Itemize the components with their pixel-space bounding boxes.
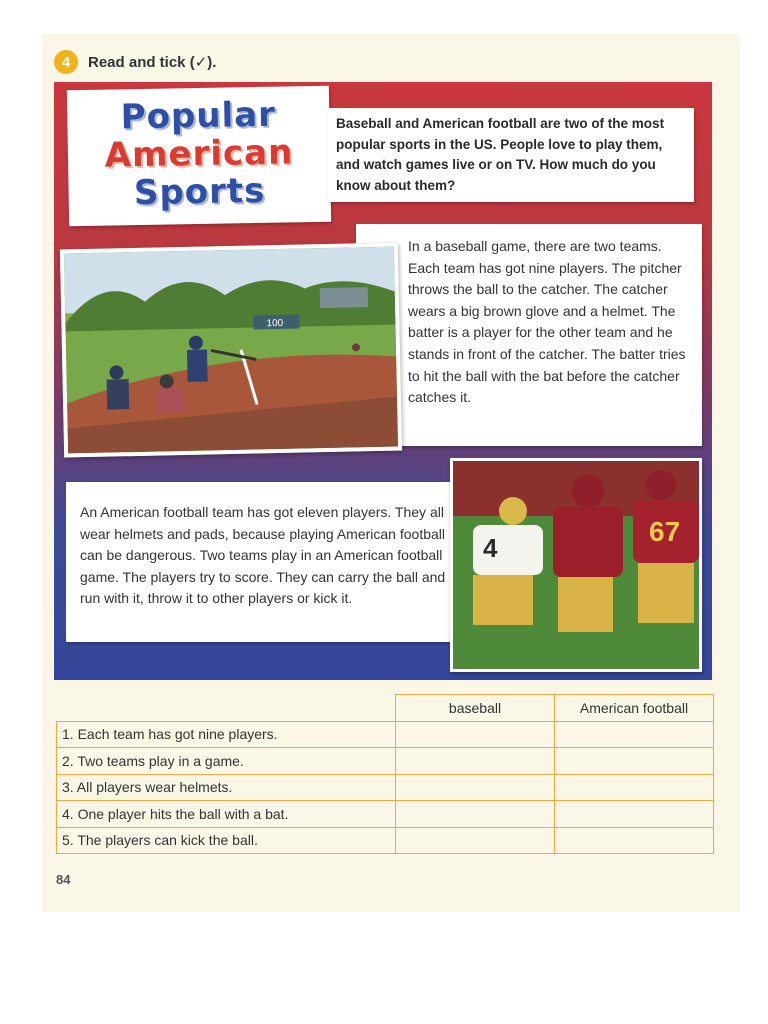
tick-cell-football[interactable]	[555, 774, 714, 801]
row-statement: 2. Two teams play in a game.	[57, 748, 396, 775]
task-number-badge: 4	[54, 50, 78, 74]
intro-text: Baseball and American football are two of the most popular sports in the US. People love to play them, and watch games live or on TV. How much do you know about them?	[336, 116, 665, 193]
tick-cell-baseball[interactable]	[396, 721, 555, 748]
tick-table	[56, 694, 714, 854]
header-baseball: baseball	[396, 695, 555, 722]
tick-cell-baseball[interactable]	[396, 748, 555, 775]
title-line-1: Popular	[120, 94, 277, 138]
tick-cell-football[interactable]	[555, 827, 714, 854]
baseball-photo	[60, 242, 402, 457]
row-statement: 1. Each team has got nine players.	[57, 721, 396, 748]
jersey-number-left: 4	[483, 533, 498, 563]
football-text-card	[66, 482, 456, 642]
table-row	[57, 801, 714, 828]
tick-cell-baseball[interactable]	[396, 774, 555, 801]
row-statement: 5. The players can kick the ball.	[57, 827, 396, 854]
tick-cell-baseball[interactable]	[396, 801, 555, 828]
table-row	[57, 721, 714, 748]
scoreboard-number: 100	[266, 317, 284, 330]
tick-cell-football[interactable]	[555, 748, 714, 775]
task-instruction: Read and tick (✓).	[88, 54, 217, 71]
baseball-text-card	[356, 224, 702, 446]
table-row	[57, 774, 714, 801]
baseball-text: In a baseball game, there are two teams. Each team has got nine players. The pitcher throws the ball to the catcher. The catcher wears a big brown glove and a helmet. The batter is a player for the other team and he stands in front of the catcher. The batter tries to hit the ball with the bat before the catcher catches it.	[408, 238, 686, 406]
football-text: An American football team has got eleven players. They all wear helmets and pads, because playing American football can be dangerous. Two teams play in an American football game. The players try to score. They can carry the ball and run with it, throw it to other players or kick it.	[80, 504, 446, 607]
tick-cell-football[interactable]	[555, 801, 714, 828]
row-statement: 3. All players wear helmets.	[57, 774, 396, 801]
tick-cell-baseball[interactable]	[396, 827, 555, 854]
title-line-2: American	[104, 132, 294, 176]
intro-card	[328, 108, 694, 202]
tick-cell-football[interactable]	[555, 721, 714, 748]
title-card	[67, 86, 331, 227]
table-row	[57, 827, 714, 854]
page-number: 84	[56, 872, 71, 887]
row-statement: 4. One player hits the ball with a bat.	[57, 801, 396, 828]
table-header-row	[57, 695, 714, 722]
football-photo	[450, 458, 702, 672]
header-american-football: American football	[555, 695, 714, 722]
jersey-number-right: 67	[649, 516, 681, 547]
table-row	[57, 748, 714, 775]
task-header	[54, 50, 216, 74]
title-line-3: Sports	[133, 170, 266, 214]
